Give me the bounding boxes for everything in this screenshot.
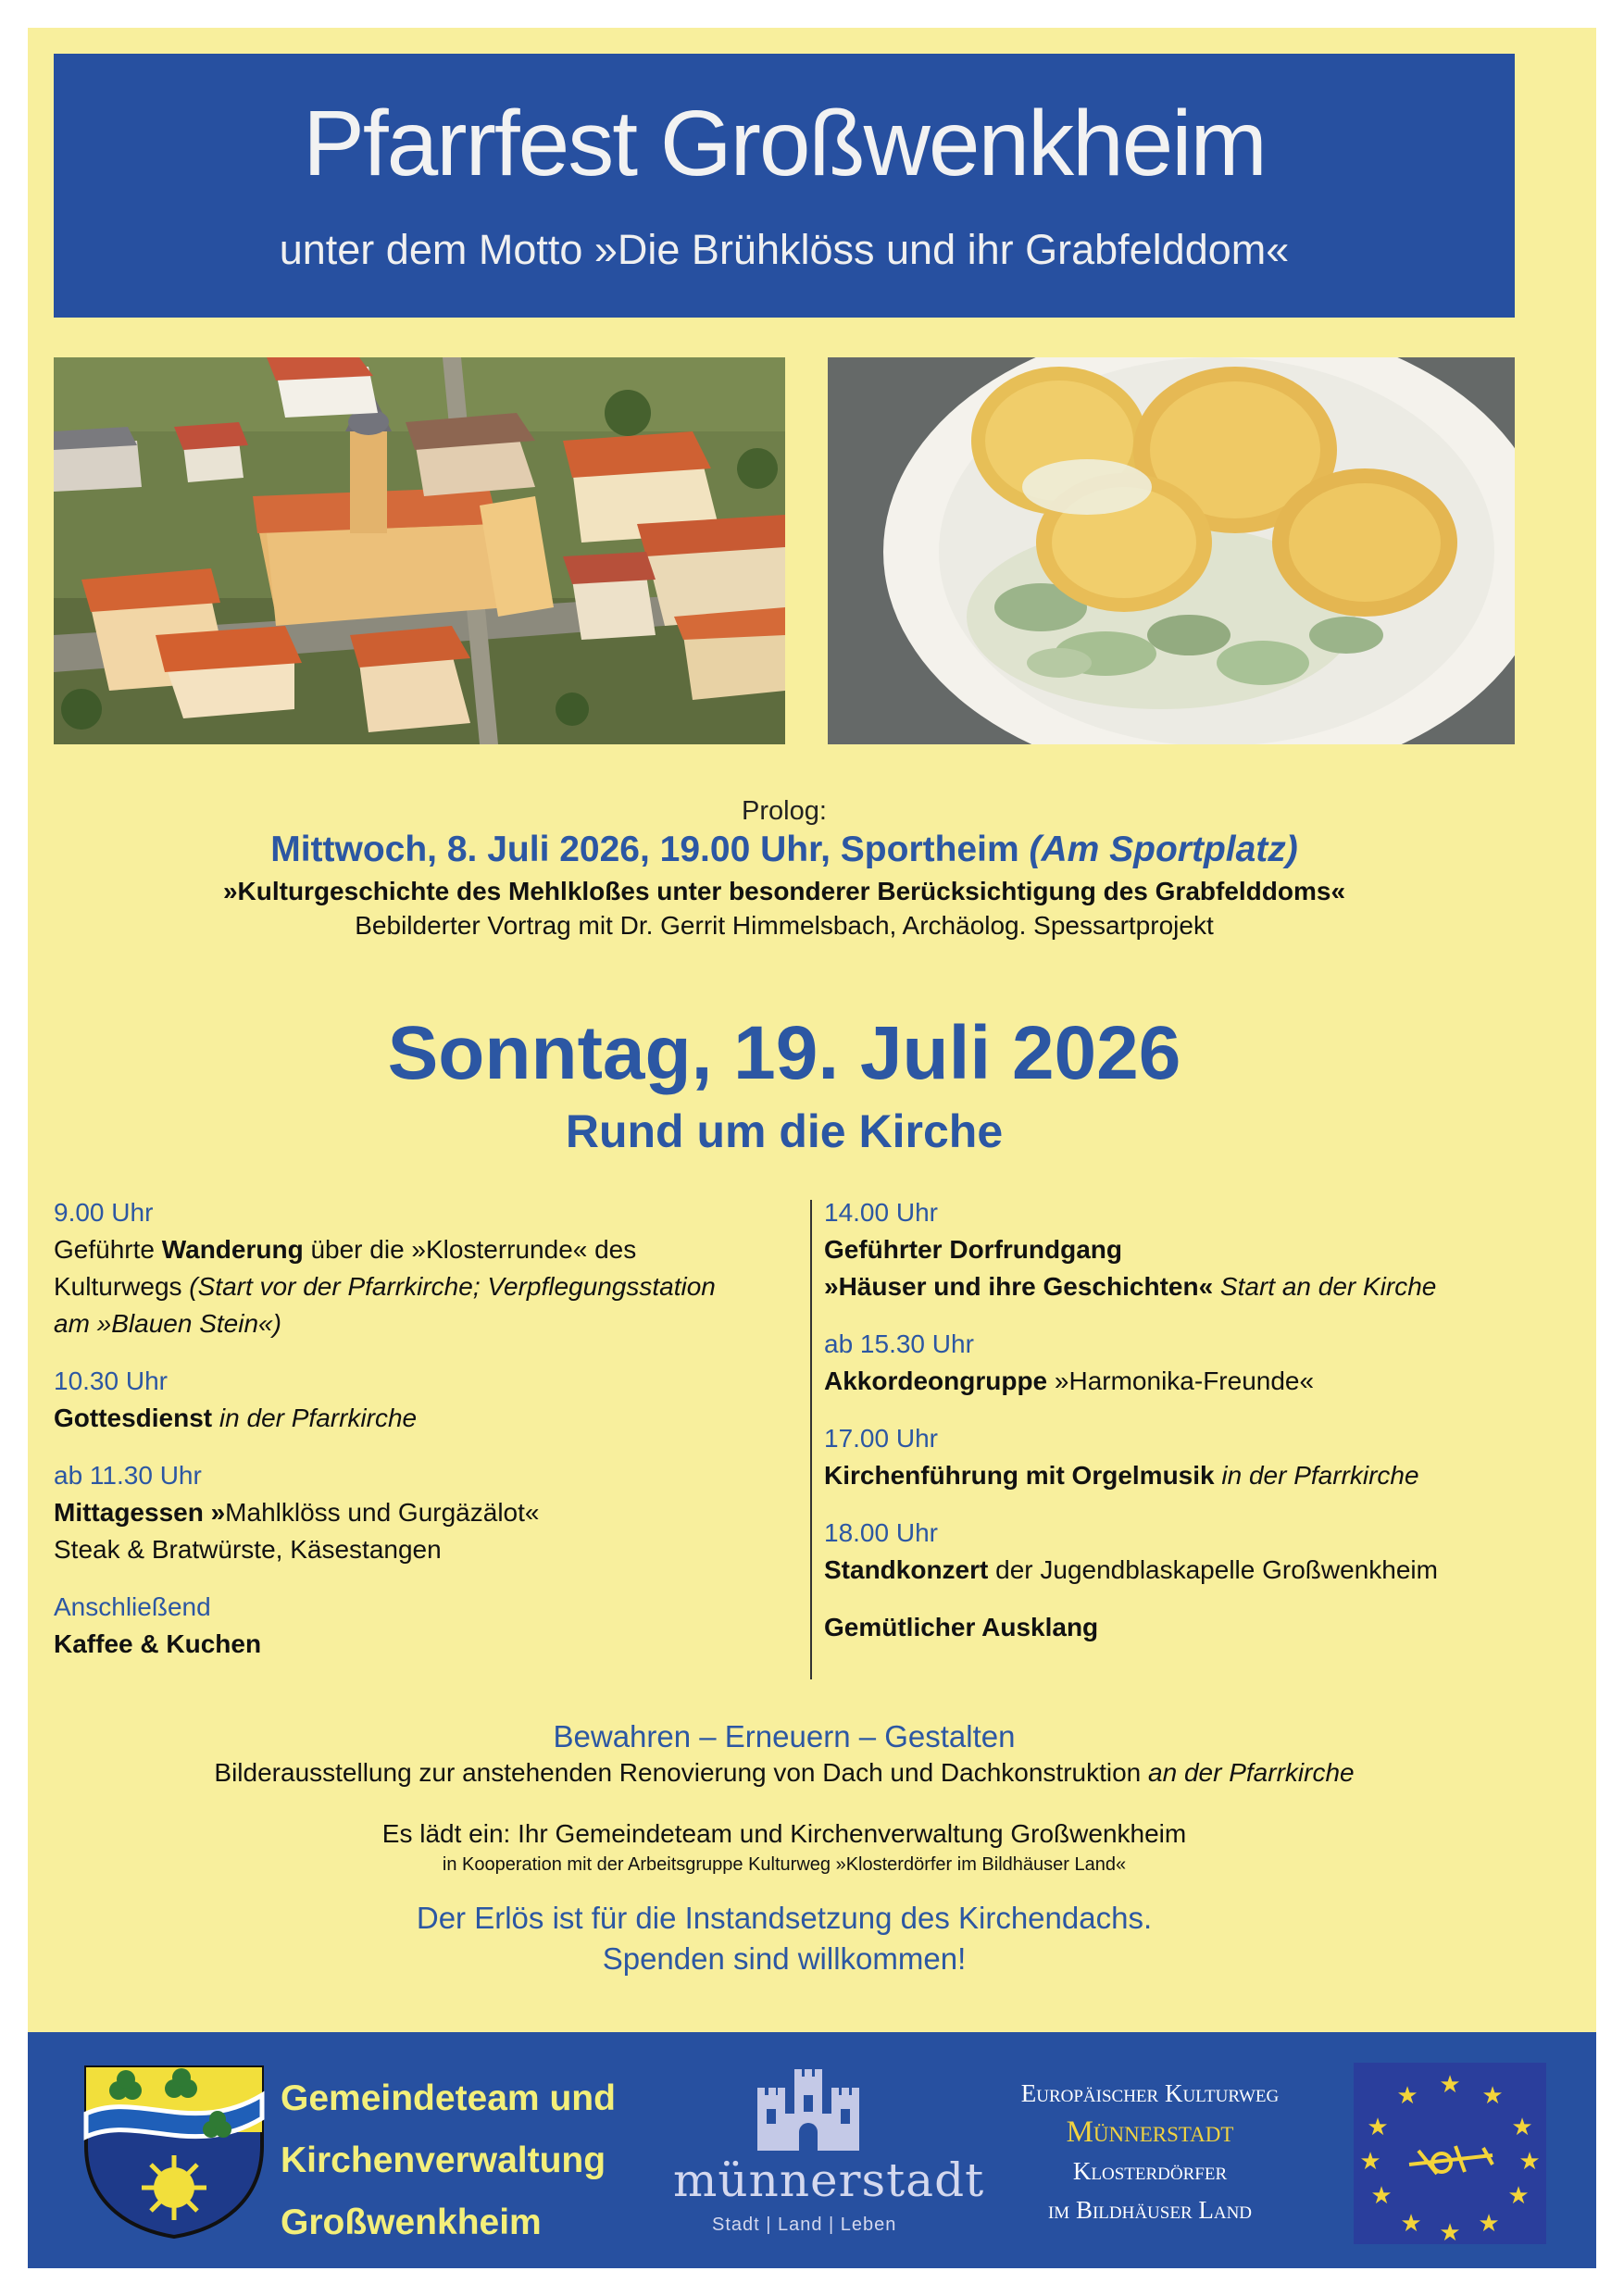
schedule-text: Gottesdienst in der Pfarrkirche <box>54 1404 418 1432</box>
eu-stars-logo-icon <box>1354 2063 1546 2244</box>
schedule-time: ab 11.30 Uhr <box>54 1461 202 1490</box>
schedule-text: Mittagessen »Mahlklöss und Gurgäzälot« <box>54 1498 540 1527</box>
schedule-time: Anschließend <box>54 1592 211 1621</box>
main-event-subtitle: Rund um die Kirche <box>565 1105 1004 1157</box>
exhibition-text: Bilderausstellung zur anstehenden Renovierung von Dach und Dachkonstruktion an der Pfarrkirche <box>214 1758 1355 1787</box>
svg-text:★: ★ <box>1478 2209 1500 2237</box>
schedule-text: Steak & Bratwürste, Käsestangen <box>54 1535 442 1564</box>
schedule-item <box>54 1457 794 1568</box>
coat-of-arms-icon <box>81 2063 267 2239</box>
schedule-item <box>824 1515 1528 1589</box>
proceeds-text: Der Erlös ist für die Instandsetzung des Kirchendachs. Spenden sind willkommen! <box>416 1901 1153 1976</box>
svg-text:★: ★ <box>1439 2070 1461 2098</box>
schedule-item <box>54 1194 794 1342</box>
exhibition-motto: Bewahren – Erneuern – Gestalten <box>553 1719 1016 1753</box>
prolog-date: Mittwoch, 8. Juli 2026, 19.00 Uhr, Sportheim (Am Sportplatz) <box>270 830 1298 869</box>
svg-text:★: ★ <box>1359 2147 1381 2175</box>
schedule-text: am »Blauen Stein«) <box>54 1309 281 1338</box>
schedule-item <box>824 1194 1528 1305</box>
schedule-time: 9.00 Uhr <box>54 1198 154 1227</box>
schedule-item <box>824 1326 1528 1400</box>
prolog-title: »Kulturgeschichte des Mehlkloßes unter besonderer Berücksichtigung des Grabfelddoms« <box>222 877 1346 905</box>
schedule-text: Kaffee & Kuchen <box>54 1629 262 1658</box>
schedule-text: Geführte Wanderung über die »Klosterrunde« des <box>54 1235 637 1264</box>
schedule-item <box>54 1589 794 1663</box>
cultural-route-label: Europäischer Kulturweg Münnerstadt Klosterdörfer im Bildhäuser Land <box>1020 2079 1280 2224</box>
svg-text:★: ★ <box>1396 2081 1418 2109</box>
invitation-text: Es lädt ein: Ihr Gemeindeteam und Kirchenverwaltung Großwenkheim <box>381 1819 1187 1848</box>
schedule-text: Gemütlicher Ausklang <box>824 1613 1099 1641</box>
main-event-date: Sonntag, 19. Juli 2026 <box>387 1011 1181 1095</box>
city-tagline: Stadt | Land | Leben <box>712 2215 897 2235</box>
schedule-time: 17.00 Uhr <box>824 1424 938 1453</box>
svg-text:★: ★ <box>1507 2181 1530 2209</box>
schedule-left <box>54 1194 794 1683</box>
svg-text:★: ★ <box>1367 2113 1389 2140</box>
schedule-text: Kirchenführung mit Orgelmusik in der Pfarrkirche <box>824 1461 1419 1490</box>
svg-text:★: ★ <box>1439 2218 1461 2244</box>
prolog-description: Bebilderter Vortrag mit Dr. Gerrit Himmelsbach, Archäolog. Spessartprojekt <box>355 911 1214 940</box>
schedule-right <box>824 1194 1528 1666</box>
svg-text:★: ★ <box>1511 2113 1533 2140</box>
header-banner <box>54 54 1515 318</box>
schedule-item <box>824 1609 1528 1646</box>
schedule-text: »Häuser und ihre Geschichten« Start an der Kirche <box>824 1272 1437 1301</box>
dumplings-plate-icon <box>828 357 1515 744</box>
schedule-time: 14.00 Uhr <box>824 1198 938 1227</box>
page-title: Pfarrfest Großwenkheim <box>303 92 1266 195</box>
schedule-time: 18.00 Uhr <box>824 1518 938 1547</box>
schedule-item <box>54 1363 794 1437</box>
schedule-text: Standkonzert der Jugendblaskapelle Großwenkheim <box>824 1555 1438 1584</box>
schedule-item <box>824 1420 1528 1494</box>
organizer-name: Gemeindeteam und Kirchenverwaltung Großwenkheim <box>281 2078 616 2242</box>
schedule-text: Geführter Dorfrundgang <box>824 1235 1122 1264</box>
page-subtitle: unter dem Motto »Die Brühklöss und ihr Grabfelddom« <box>279 226 1290 273</box>
cooperation-text: in Kooperation mit der Arbeitsgruppe Kulturweg »Klosterdörfer im Bildhäuser Land« <box>442 1854 1127 1875</box>
svg-text:★: ★ <box>1481 2081 1504 2109</box>
schedule-text: Kulturwegs (Start vor der Pfarrkirche; Verpflegungsstation <box>54 1272 716 1301</box>
schedule-time: ab 15.30 Uhr <box>824 1329 974 1358</box>
prolog-label: Prolog: <box>742 796 827 826</box>
schedule-divider <box>810 1200 812 1679</box>
svg-text:★: ★ <box>1370 2181 1393 2209</box>
city-name: münnerstadt <box>673 2153 985 2207</box>
svg-text:★: ★ <box>1400 2209 1422 2237</box>
aerial-view-church-icon <box>54 357 785 744</box>
city-castle-icon <box>748 2067 868 2151</box>
schedule-text: Akkordeongruppe »Harmonika-Freunde« <box>824 1366 1315 1395</box>
svg-text:★: ★ <box>1518 2147 1541 2175</box>
schedule-time: 10.30 Uhr <box>54 1366 168 1395</box>
